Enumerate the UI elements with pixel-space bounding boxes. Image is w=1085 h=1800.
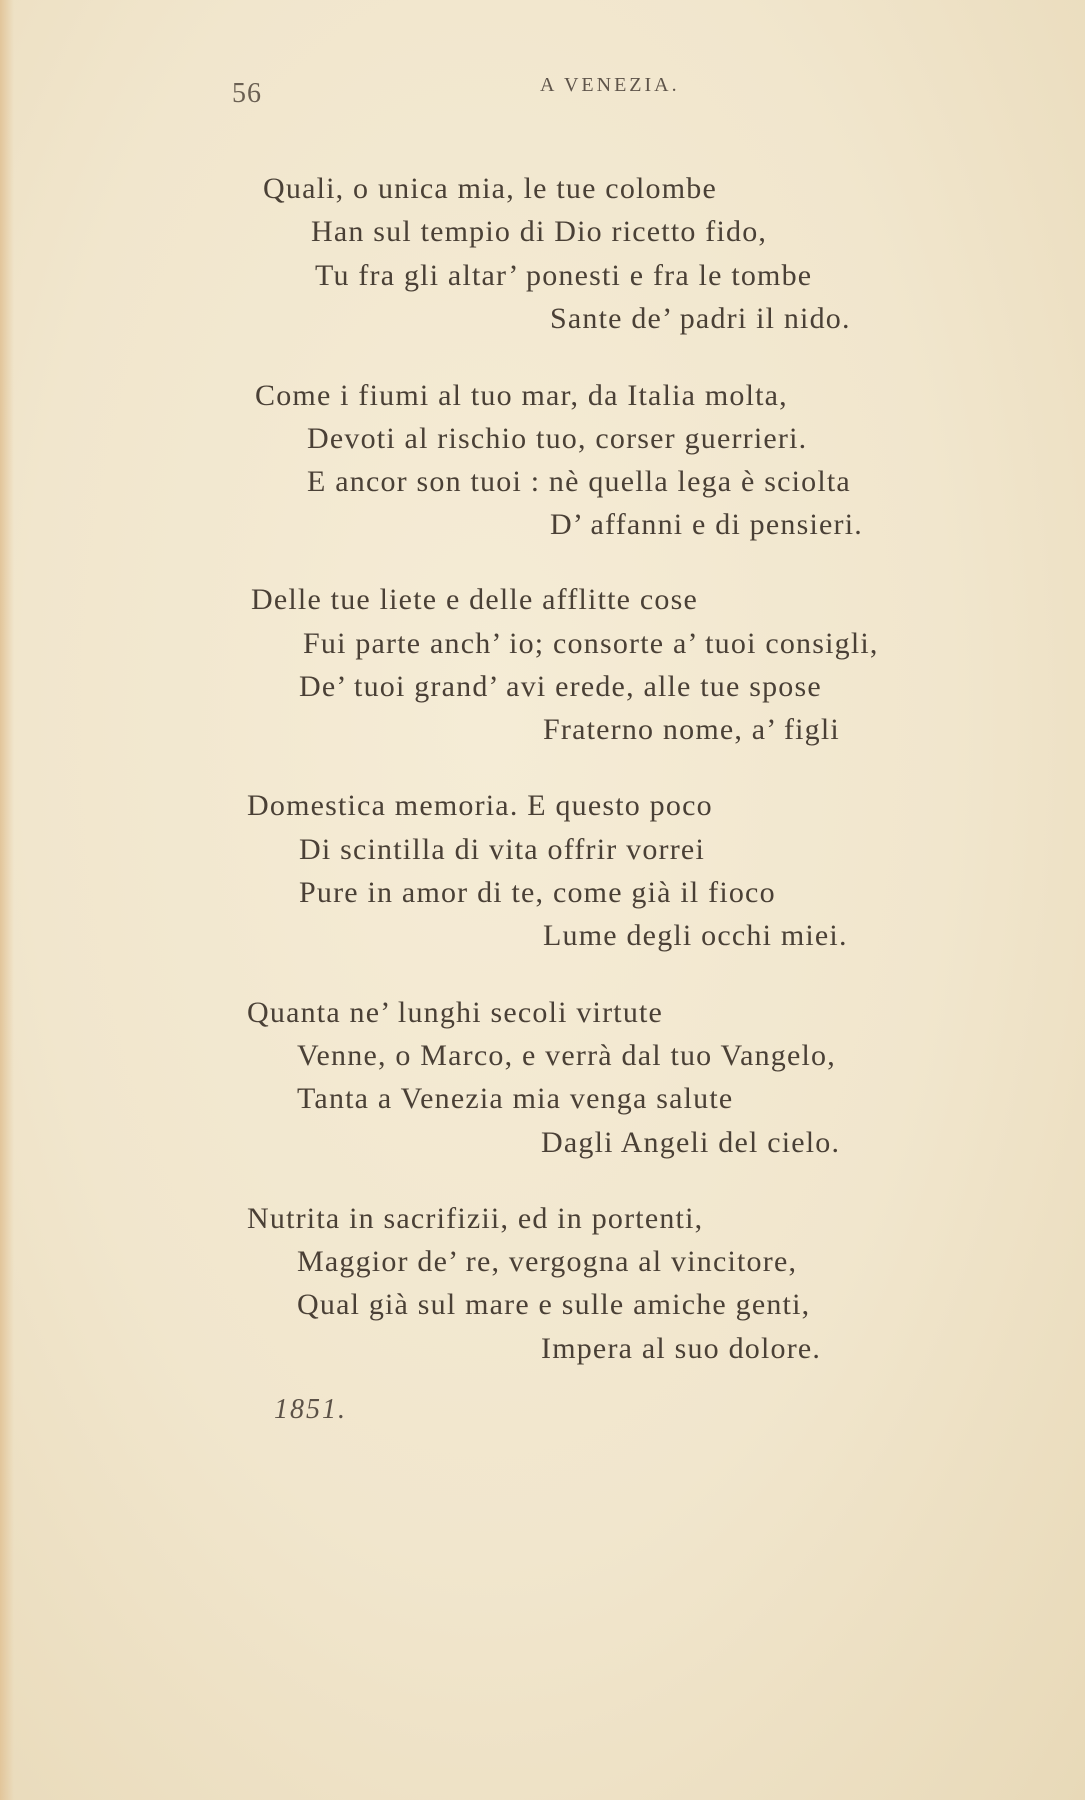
poem-date: 1851. [274, 1394, 347, 1425]
poem-line: Dagli Angeli del cielo. [541, 1126, 841, 1159]
poem-line: Venne, o Marco, e verrà dal tuo Vangelo, [297, 1039, 836, 1072]
poem-line: Quali, o unica mia, le tue colombe [263, 172, 718, 205]
poem-line: De’ tuoi grand’ avi erede, alle tue spose [299, 670, 822, 703]
poem-line: Delle tue liete e delle afflitte cose [251, 583, 698, 616]
poem-line: Qual già sul mare e sulle amiche genti, [297, 1288, 811, 1321]
poem-line: Tanta a Venezia mia venga salute [297, 1082, 734, 1115]
poem-line: Fraterno nome, a’ figli [543, 713, 840, 746]
poem-line: Domestica memoria. E questo poco [247, 789, 713, 822]
poem-line: Impera al suo dolore. [541, 1332, 822, 1365]
poem-line: Devoti al rischio tuo, corser guerrieri. [307, 422, 808, 455]
poem-line: Lume degli occhi miei. [543, 919, 848, 952]
running-title: A VENEZIA. [540, 74, 680, 96]
page-number: 56 [232, 78, 262, 109]
poem-line: Di scintilla di vita offrir vorrei [299, 833, 705, 866]
poem-line: D’ affanni e di pensieri. [550, 508, 863, 541]
poem-line: Tu fra gli altar’ ponesti e fra le tombe [315, 259, 813, 292]
poem-line: Fui parte anch’ io; consorte a’ tuoi consigli, [303, 627, 879, 660]
poem-line: E ancor son tuoi : nè quella lega è sciolta [307, 465, 851, 498]
poem-line: Pure in amor di te, come già il fioco [299, 876, 776, 909]
poem-line: Nutrita in sacrifizii, ed in portenti, [247, 1202, 704, 1235]
poem-line: Sante de’ padri il nido. [550, 302, 851, 335]
poem-line: Quanta ne’ lunghi secoli virtute [247, 996, 664, 1029]
poem-line: Maggior de’ re, vergogna al vincitore, [297, 1245, 798, 1278]
poem-line: Han sul tempio di Dio ricetto fido, [311, 215, 768, 248]
page-edge-shadow [0, 0, 14, 1800]
poem-line: Come i fiumi al tuo mar, da Italia molta, [255, 379, 788, 412]
